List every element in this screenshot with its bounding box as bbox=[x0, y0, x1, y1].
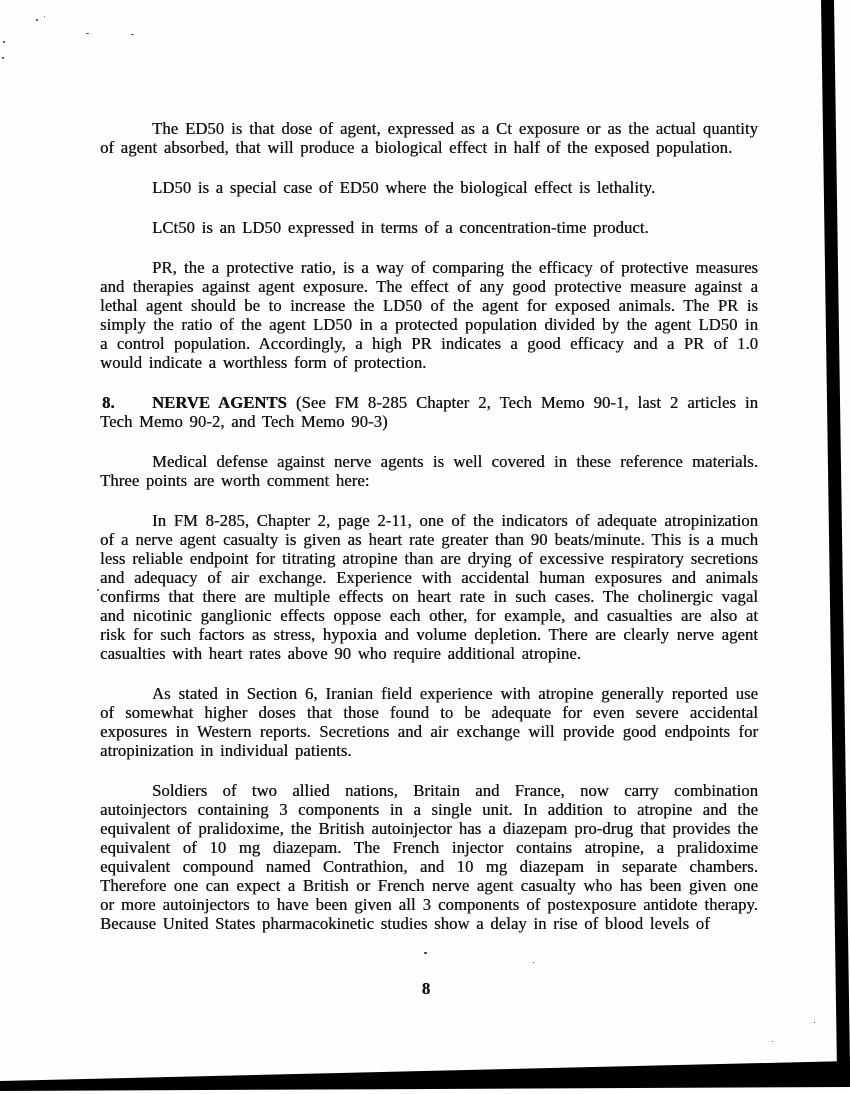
scan-speckle bbox=[424, 952, 427, 954]
paragraph-ed50-definition: The ED50 is that dose of agent, expressed as a Ct exposure or as the actual quantity of agent absorbed, that will produce a biological effect in half of the exposed population. bbox=[100, 119, 758, 157]
section-number: 8. bbox=[102, 393, 115, 412]
scan-speckle bbox=[131, 34, 134, 35]
scan-speckle bbox=[2, 57, 4, 59]
section-title-references: (See FM 8-285 Chapter 2, Tech Memo 90-1, last 2 articles in Tech Memo 90-2, and Tech Memo 90-3) bbox=[100, 393, 758, 431]
section-title: NERVE AGENTS bbox=[152, 393, 287, 412]
paragraph-atropinization-heart-rate: In FM 8-285, Chapter 2, page 2-11, one of the indicators of adequate atropinization of a nerve agent casualty is given as heart rate greater than 90 beats/minute. This is a much less reliable endpoint for titrating atropine than are drying of excessive respiratory secretions and adequacy of air exchange. Experience with accidental human exposures and animals confirms that there are multiple effects on heart rate in such cases. The cholinergic vagal and nicotinic ganglionic effects oppose each other, for example, and casualties are also at risk for such factors as stress, hypoxia and volume depletion. There are clearly nerve agent casualties with heart rates above 90 who require additional atropine. bbox=[100, 511, 758, 663]
scan-edge-bottom bbox=[0, 1061, 850, 1091]
scan-speckle bbox=[36, 19, 38, 21]
paragraph-allied-autoinjectors: Soldiers of two allied nations, Britain and France, now carry combination autoinjectors containing 3 components in a single unit. In addition to atropine and the equivalent of pralidoxime, the British autoinjector has a diazepam pro-drug that provides the equivalent of 10 mg diazepam. The French injector contains atropine, a pralidoxime equivalent compound named Contrathion, and 10 mg diazepam in separate chambers. Therefore one can expect a British or French nerve agent casualty who has been given one or more autoinjectors to have been given all 3 components of postexposure antidote therapy. Because United States pharmacokinetic studies show a delay in rise of blood levels of bbox=[100, 781, 758, 933]
scan-speckle bbox=[97, 589, 99, 591]
scan-speckle bbox=[814, 1022, 815, 1023]
scan-speckle bbox=[772, 1041, 773, 1042]
scan-speckle bbox=[3, 41, 5, 43]
scan-speckle bbox=[44, 16, 45, 17]
paragraph-medical-defense-intro: Medical defense against nerve agents is well covered in these reference materials. Three points are worth comment here: bbox=[100, 452, 758, 490]
paragraph-protective-ratio: PR, the a protective ratio, is a way of comparing the efficacy of protective measures and therapies against agent exposure. The effect of any good protective measure against a lethal agent should be to increase the LD50 of the agent for exposed animals. The PR is simply the ratio of the agent LD50 in a protected population divided by the agent LD50 in a control population. Accordingly, a high PR indicates a good efficacy and a PR of 1.0 would indicate a worthless form of protection. bbox=[100, 258, 758, 372]
scan-speckle bbox=[533, 962, 534, 963]
section-heading-nerve-agents bbox=[100, 393, 758, 431]
paragraph-ld50-definition: LD50 is a special case of ED50 where the biological effect is lethality. bbox=[152, 178, 656, 197]
paragraph-lct50-definition: LCt50 is an LD50 expressed in terms of a concentration-time product. bbox=[152, 218, 649, 237]
scan-speckle bbox=[86, 33, 89, 34]
paragraph-iranian-field-experience: As stated in Section 6, Iranian field experience with atropine generally reported use of somewhat higher doses that those found to be adequate for even severe accidental exposures in Western reports. Secretions and air exchange will provide good endpoints for atropinization in individual patients. bbox=[100, 684, 758, 760]
document-text-column bbox=[100, 119, 758, 954]
page-number: 8 bbox=[421, 979, 431, 998]
scan-edge-right bbox=[821, 0, 850, 1071]
